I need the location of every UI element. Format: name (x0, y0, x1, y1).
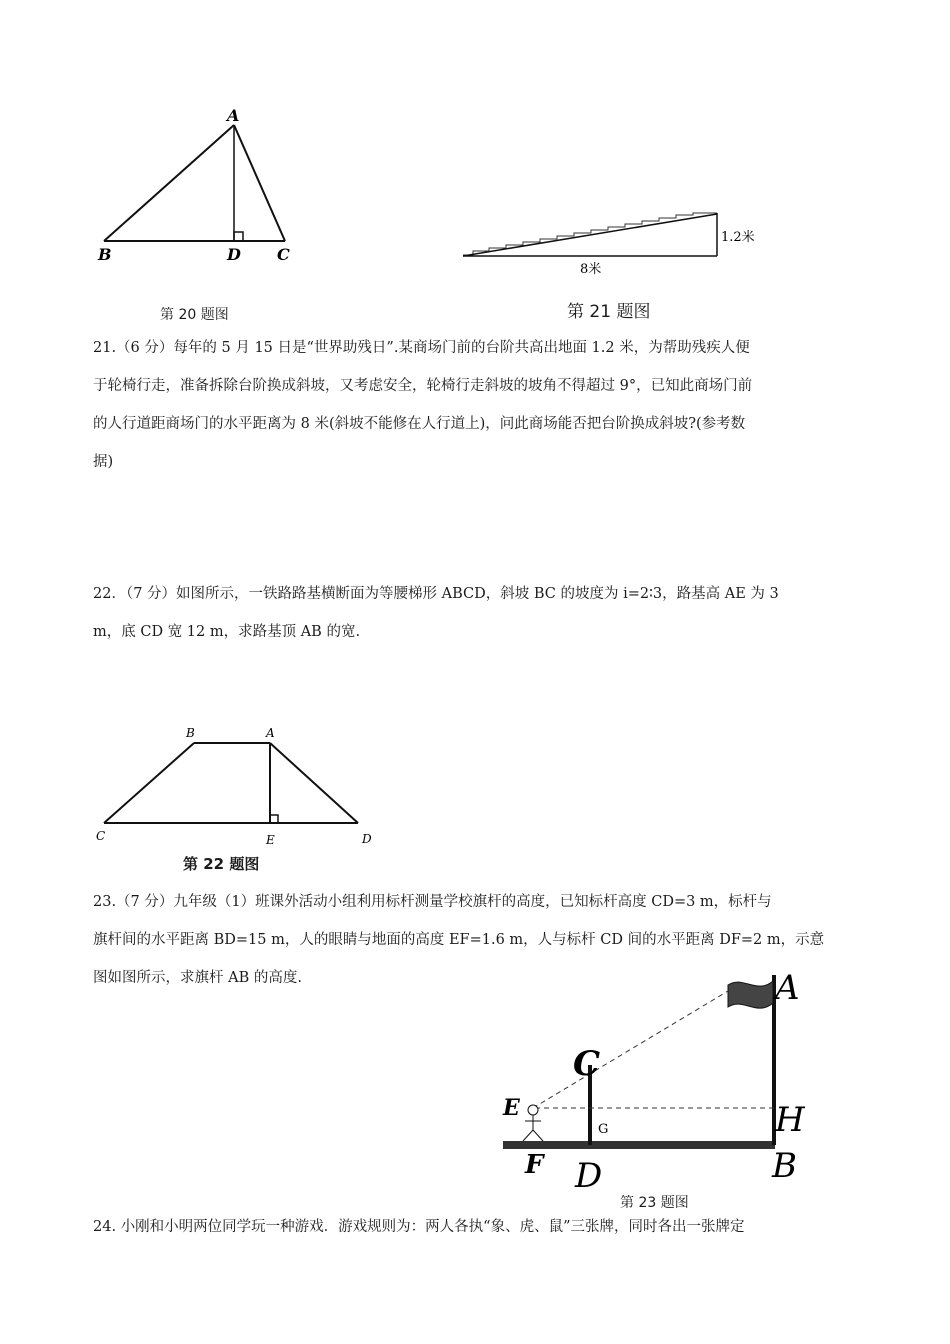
q24-line-1: 24. 小刚和小明两位同学玩一种游戏．游戏规则为：两人各执“象、虎、鼠”三张牌，同时各出一张牌定 (93, 1219, 745, 1235)
slope-bc (104, 743, 194, 823)
label-c: C (277, 245, 290, 264)
figure-23-caption: 第 23 题图 (620, 1195, 689, 1211)
label-c: C (96, 829, 106, 843)
question-21 (93, 329, 857, 481)
slope-line (463, 214, 717, 256)
label-a: A (266, 726, 275, 740)
label-b: B (186, 726, 195, 740)
figure-20-caption: 第 20 题图 (160, 307, 229, 323)
right-angle-mark (234, 232, 243, 241)
label-d: D (227, 245, 241, 264)
slope-ad (270, 743, 358, 823)
q23-line-2: 旗杆间的水平距离 BD=15 m，人的眼睛与地面的高度 EF=1.6 m，人与标杆 CD 间的水平距离 DF=2 m，示意 (93, 932, 825, 948)
figure-21-steps (455, 205, 775, 285)
q21-line-2: 于轮椅行走，准备拆除台阶换成斜坡，又考虑安全，轮椅行走斜坡的坡角不得超过 9°，已知此商场门前 (93, 378, 753, 394)
label-b: B (772, 1146, 797, 1186)
figure-23-flagpole (495, 955, 825, 1195)
figure-22-trapezoid (90, 720, 390, 850)
side-ac (234, 125, 285, 241)
right-angle-mark (270, 815, 278, 823)
figure-20-triangle (90, 100, 310, 270)
label-e: E (503, 1095, 520, 1121)
step-profile (463, 213, 717, 255)
figure-21-caption: 第 21 题图 (567, 302, 651, 322)
label-d: D (362, 832, 372, 846)
flag-icon (728, 981, 773, 1008)
q21-line-3: 的人行道距商场门的水平距离为 8 米(斜坡不能修在人行道上)，问此商场能否把台阶换成斜坡?(参考数 (93, 416, 746, 432)
q23-line-3: 图如图所示，求旗杆 AB 的高度. (93, 970, 302, 986)
label-d: D (575, 1156, 603, 1195)
height-label: 1.2米 (721, 230, 755, 245)
label-b: B (98, 245, 112, 264)
q21-line-1: 21.（6 分）每年的 5 月 15 日是“世界助残日”.某商场门前的台阶共高出地面 1.2 米，为帮助残疾人便 (93, 340, 750, 356)
side-ab (104, 125, 234, 241)
label-c: C (573, 1044, 601, 1084)
label-a: A (227, 106, 240, 125)
label-e: E (266, 833, 275, 847)
figure-22-caption: 第 22 题图 (183, 855, 260, 873)
label-g: G (598, 1122, 609, 1137)
q22-line-2: m，底 CD 宽 12 m，求路基顶 AB 的宽. (93, 624, 361, 640)
label-f: F (525, 1150, 544, 1180)
sight-line-ea (533, 991, 728, 1108)
person-icon (523, 1105, 543, 1141)
q23-line-1: 23.（7 分）九年级（1）班课外活动小组利用标杆测量学校旗杆的高度，已知标杆高度 CD=3 m，标杆与 (93, 894, 772, 910)
label-h: H (775, 1100, 805, 1140)
question-24 (93, 1208, 857, 1246)
width-label: 8米 (580, 262, 602, 277)
q21-line-4: 据) (93, 454, 114, 470)
q22-line-1: 22．（7 分）如图所示，一铁路路基横断面为等腰梯形 ABCD，斜坡 BC 的坡度为 i=2∶3，路基高 AE 为 3 (93, 586, 779, 602)
question-22 (93, 575, 857, 651)
label-a: A (775, 968, 800, 1008)
